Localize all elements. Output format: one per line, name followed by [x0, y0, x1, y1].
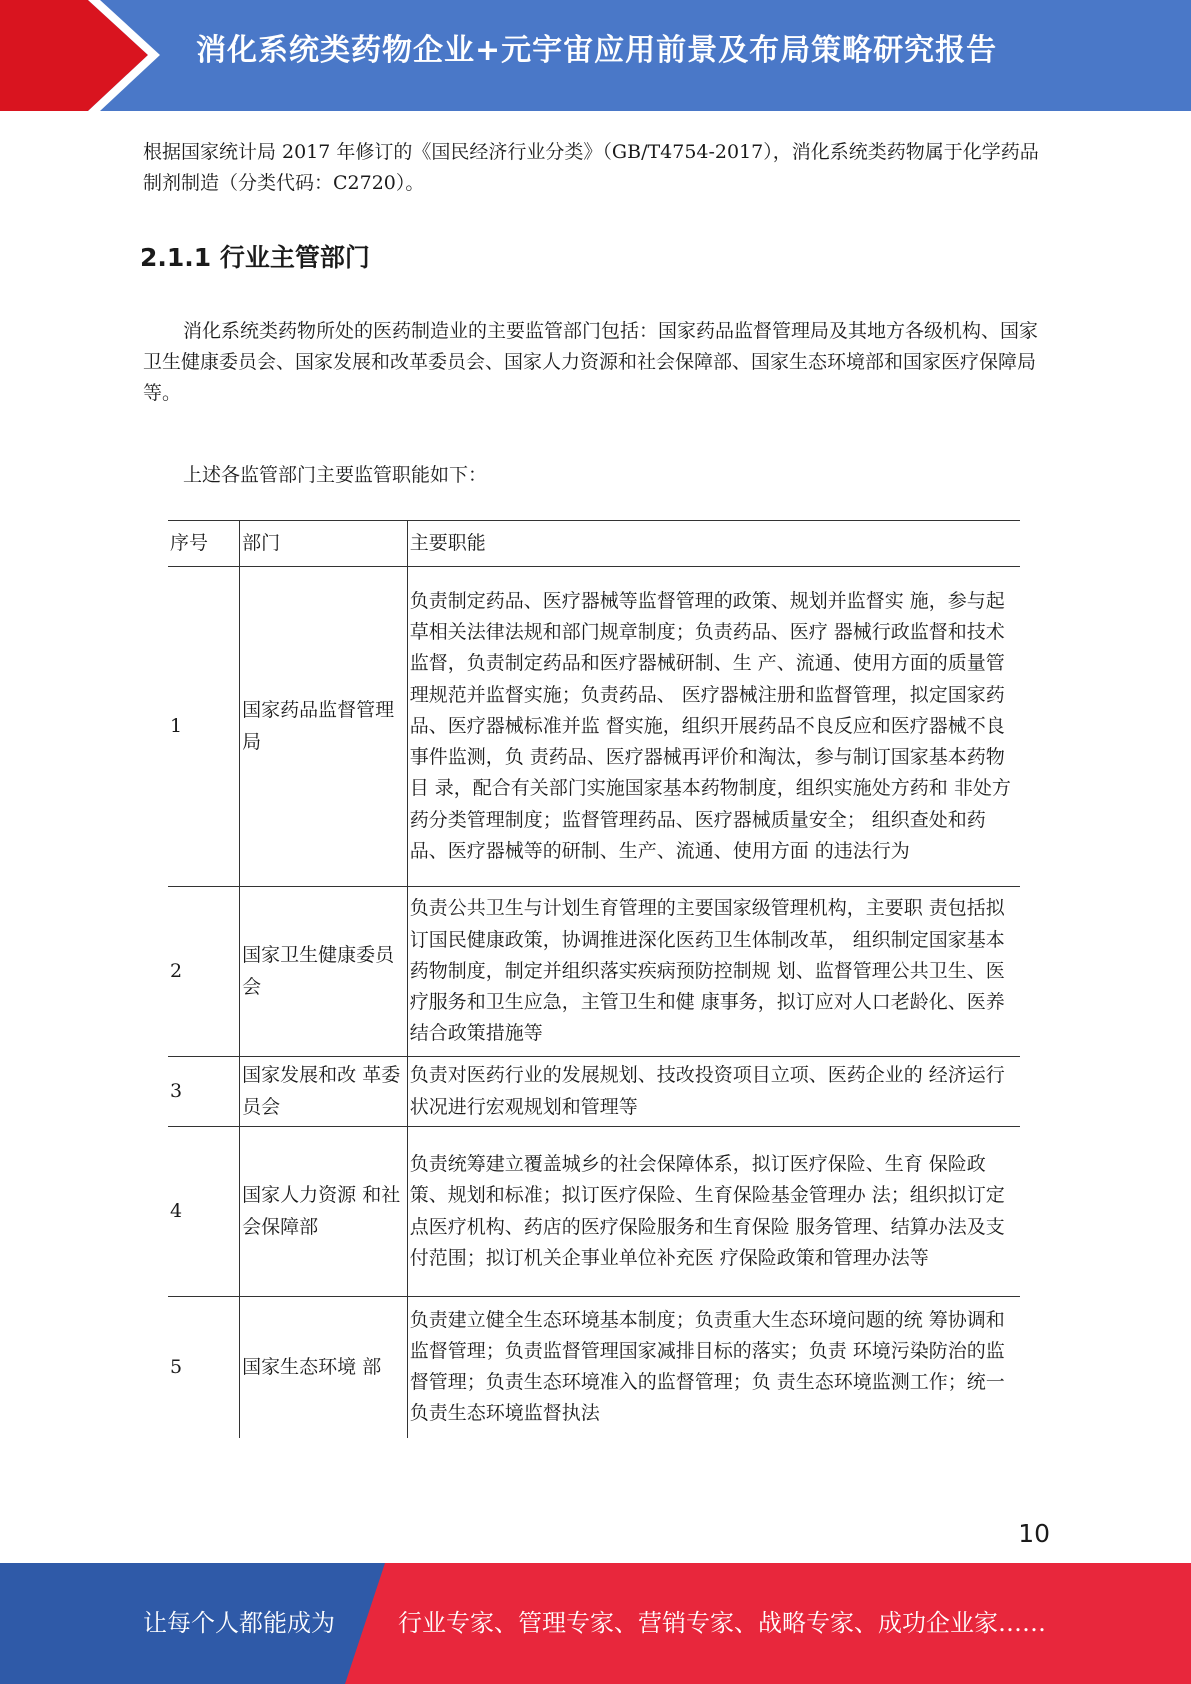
- row-department: 国家发展和改 革委员会: [240, 1057, 408, 1127]
- row-number: 4: [168, 1127, 240, 1297]
- table-row: [168, 1057, 1020, 1127]
- row-department: 国家生态环境 部: [240, 1297, 408, 1438]
- page-number: 10: [1018, 1519, 1050, 1548]
- row-number: 3: [168, 1057, 240, 1127]
- section-heading: 2.1.1 行业主管部门: [140, 243, 370, 272]
- row-duty: 负责对医药行业的发展规划、技改投资项目立项、医药企业的 经济运行状况进行宏观规划和管理等: [407, 1057, 1020, 1127]
- footer-banner: [0, 1563, 1191, 1684]
- row-duty: 负责建立健全生态环境基本制度；负责重大生态环境问题的统 筹协调和监督管理；负责监督管理国家减排目标的落实；负责 环境污染防治的监督管理；负责生态环境准入的监督管理；负 责生态环境监测工作；统一负责生态环境监督执法: [407, 1297, 1020, 1438]
- section-paragraph-2: 上述各监管部门主要监管职能如下：: [183, 464, 488, 486]
- footer-slogan-left: 让每个人都能成为: [143, 1609, 335, 1637]
- row-department: 国家人力资源 和社会保障部: [240, 1127, 408, 1297]
- row-number: 5: [168, 1297, 240, 1438]
- table-row: [168, 887, 1020, 1057]
- table-header-no: 序号: [168, 521, 240, 567]
- table-row: [168, 567, 1020, 887]
- row-number: 1: [168, 567, 240, 887]
- row-number: 2: [168, 887, 240, 1057]
- table-header-row: [168, 521, 1020, 567]
- table-header-dept: 部门: [240, 521, 408, 567]
- table-row: [168, 1127, 1020, 1297]
- row-duty: 负责统筹建立覆盖城乡的社会保障体系，拟订医疗保险、生育 保险政策、规划和标准；拟订医疗保险、生育保险基金管理办 法；组织拟订定点医疗机构、药店的医疗保险服务和生育保险 服务管理、结算办法及支付范围；拟订机关企事业单位补充医 疗保险政策和管理办法等: [407, 1127, 1020, 1297]
- header-banner: [0, 0, 1191, 111]
- report-title: 消化系统类药物企业+元宇宙应用前景及布局策略研究报告: [196, 33, 998, 68]
- table-header-duty: 主要职能: [407, 521, 1020, 567]
- regulator-table: [168, 520, 1020, 1438]
- row-department: 国家卫生健康委员会: [240, 887, 408, 1057]
- section-paragraph-1: 消化系统类药物所处的医药制造业的主要监管部门包括：国家药品监督管理局及其地方各级机构、国家卫生健康委员会、国家发展和改革委员会、国家人力资源和社会保障部、国家生态环境部和国家医疗保障局等。: [143, 320, 1039, 404]
- row-duty: 负责制定药品、医疗器械等监督管理的政策、规划并监督实 施，参与起草相关法律法规和部门规章制度；负责药品、医疗 器械行政监督和技术监督，负责制定药品和医疗器械研制、生 产、流通、使用方面的质量管理规范并监督实施；负责药品、 医疗器械注册和监督管理，拟定国家药品、医疗器械标准并监 督实施，组织开展药品不良反应和医疗器械不良事件监测，负 责药品、医疗器械再评价和淘汰，参与制订国家基本药物目 录，配合有关部门实施国家基本药物制度，组织实施处方药和 非处方药分类管理制度；监督管理药品、医疗器械质量安全； 组织查处和药品、医疗器械等的研制、生产、流通、使用方面 的违法行为: [407, 567, 1020, 887]
- intro-paragraph: 根据国家统计局 2017 年修订的《国民经济行业分类》（GB/T4754-2017），消化系统类药物属于化学药品制剂制造（分类代码：C2720）。: [143, 141, 1039, 194]
- table-row: [168, 1297, 1020, 1438]
- row-department: 国家药品监督管理局: [240, 567, 408, 887]
- row-duty: 负责公共卫生与计划生育管理的主要国家级管理机构，主要职 责包括拟订国民健康政策，协调推进深化医药卫生体制改革， 组织制定国家基本药物制度，制定并组织落实疾病预防控制规 划、监督管理公共卫生、医疗服务和卫生应急，主管卫生和健 康事务，拟订应对人口老龄化、医养结合政策措施等: [407, 887, 1020, 1057]
- footer-slogan-right: 行业专家、管理专家、营销专家、战略专家、成功企业家……: [398, 1609, 1046, 1637]
